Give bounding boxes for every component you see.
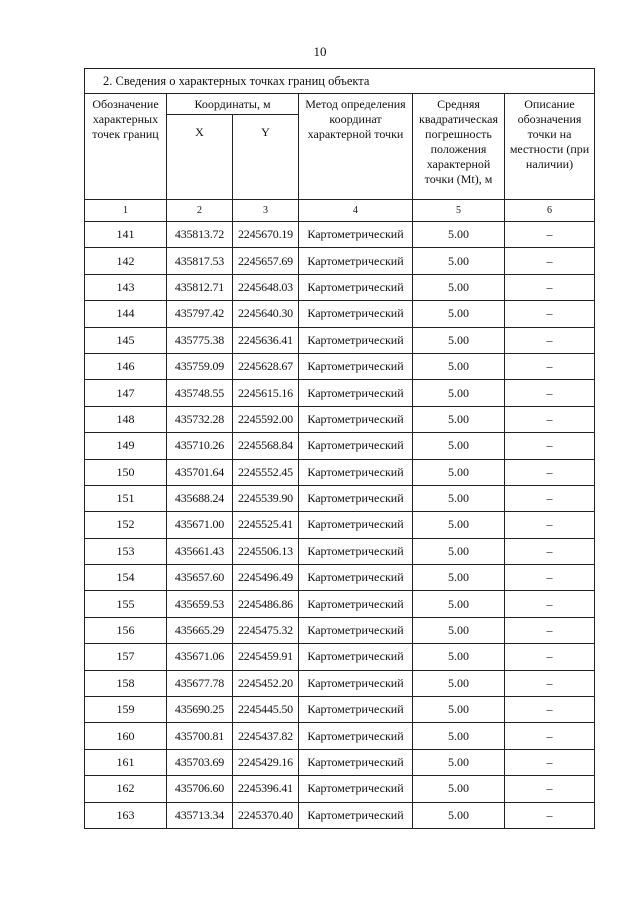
method-cell: Картометрический (299, 353, 413, 379)
point-id-cell: 150 (85, 459, 167, 485)
table-row (85, 723, 595, 749)
y-coordinate-cell: 2245429.16 (233, 749, 299, 775)
y-coordinate-cell: 2245506.13 (233, 538, 299, 564)
y-coordinate-cell: 2245592.00 (233, 406, 299, 432)
error-cell: 5.00 (413, 222, 505, 248)
method-cell: Картометрический (299, 617, 413, 643)
error-cell: 5.00 (413, 723, 505, 749)
y-coordinate-cell: 2245552.45 (233, 459, 299, 485)
y-coordinate-cell: 2245568.84 (233, 433, 299, 459)
x-coordinate-cell: 435797.42 (167, 301, 233, 327)
x-coordinate-cell: 435775.38 (167, 327, 233, 353)
error-cell: 5.00 (413, 248, 505, 274)
column-number: 5 (413, 200, 505, 222)
error-cell: 5.00 (413, 802, 505, 828)
table-row (85, 749, 595, 775)
method-cell: Картометрический (299, 459, 413, 485)
y-coordinate-cell: 2245615.16 (233, 380, 299, 406)
description-cell: – (505, 565, 595, 591)
error-cell: 5.00 (413, 353, 505, 379)
point-id-cell: 145 (85, 327, 167, 353)
point-id-cell: 160 (85, 723, 167, 749)
y-coordinate-cell: 2245670.19 (233, 222, 299, 248)
y-coordinate-cell: 2245636.41 (233, 327, 299, 353)
error-cell: 5.00 (413, 380, 505, 406)
error-cell: 5.00 (413, 301, 505, 327)
description-cell: – (505, 591, 595, 617)
description-cell: – (505, 380, 595, 406)
table-row (85, 776, 595, 802)
description-cell: – (505, 222, 595, 248)
column-number: 2 (167, 200, 233, 222)
y-coordinate-cell: 2245459.91 (233, 644, 299, 670)
point-id-cell: 159 (85, 697, 167, 723)
x-coordinate-cell: 435759.09 (167, 353, 233, 379)
table-body (85, 222, 595, 829)
description-cell: – (505, 327, 595, 353)
method-cell: Картометрический (299, 644, 413, 670)
description-cell: – (505, 274, 595, 300)
table-row (85, 617, 595, 643)
header-coordinates: Координаты, м (167, 94, 299, 115)
point-id-cell: 162 (85, 776, 167, 802)
table-row (85, 274, 595, 300)
point-id-cell: 163 (85, 802, 167, 828)
point-id-cell: 142 (85, 248, 167, 274)
description-cell: – (505, 697, 595, 723)
method-cell: Картометрический (299, 274, 413, 300)
header-designation: Обозначение характерных точек границ (85, 94, 167, 200)
y-coordinate-cell: 2245452.20 (233, 670, 299, 696)
table-row (85, 565, 595, 591)
point-id-cell: 158 (85, 670, 167, 696)
table-row (85, 644, 595, 670)
description-cell: – (505, 459, 595, 485)
description-cell: – (505, 538, 595, 564)
header-error: Средняя квадратическая погрешность положения характерной точки (Mt), м (413, 94, 505, 200)
error-cell: 5.00 (413, 327, 505, 353)
y-coordinate-cell: 2245475.32 (233, 617, 299, 643)
table-row (85, 380, 595, 406)
description-cell: – (505, 644, 595, 670)
error-cell: 5.00 (413, 670, 505, 696)
method-cell: Картометрический (299, 406, 413, 432)
x-coordinate-cell: 435671.06 (167, 644, 233, 670)
error-cell: 5.00 (413, 697, 505, 723)
method-cell: Картометрический (299, 433, 413, 459)
point-id-cell: 157 (85, 644, 167, 670)
point-id-cell: 161 (85, 749, 167, 775)
point-id-cell: 147 (85, 380, 167, 406)
y-coordinate-cell: 2245396.41 (233, 776, 299, 802)
y-coordinate-cell: 2245496.49 (233, 565, 299, 591)
section-title: 2. Сведения о характерных точках границ объекта (85, 69, 595, 94)
x-coordinate-cell: 435710.26 (167, 433, 233, 459)
description-cell: – (505, 802, 595, 828)
x-coordinate-cell: 435657.60 (167, 565, 233, 591)
error-cell: 5.00 (413, 776, 505, 802)
x-coordinate-cell: 435677.78 (167, 670, 233, 696)
page-number: 10 (313, 44, 327, 59)
x-coordinate-cell: 435665.29 (167, 617, 233, 643)
column-number: 3 (233, 200, 299, 222)
point-id-cell: 143 (85, 274, 167, 300)
description-cell: – (505, 776, 595, 802)
column-number: 1 (85, 200, 167, 222)
y-coordinate-cell: 2245648.03 (233, 274, 299, 300)
table-row (85, 301, 595, 327)
error-cell: 5.00 (413, 274, 505, 300)
point-id-cell: 151 (85, 485, 167, 511)
x-coordinate-cell: 435703.69 (167, 749, 233, 775)
table-row (85, 459, 595, 485)
point-id-cell: 153 (85, 538, 167, 564)
error-cell: 5.00 (413, 749, 505, 775)
point-id-cell: 146 (85, 353, 167, 379)
description-cell: – (505, 353, 595, 379)
column-number: 4 (299, 200, 413, 222)
method-cell: Картометрический (299, 591, 413, 617)
method-cell: Картометрический (299, 670, 413, 696)
table-row (85, 802, 595, 828)
description-cell: – (505, 485, 595, 511)
error-cell: 5.00 (413, 538, 505, 564)
table-row (85, 670, 595, 696)
method-cell: Картометрический (299, 485, 413, 511)
error-cell: 5.00 (413, 644, 505, 670)
y-coordinate-cell: 2245640.30 (233, 301, 299, 327)
x-coordinate-cell: 435688.24 (167, 485, 233, 511)
error-cell: 5.00 (413, 591, 505, 617)
x-coordinate-cell: 435690.25 (167, 697, 233, 723)
x-coordinate-cell: 435700.81 (167, 723, 233, 749)
method-cell: Картометрический (299, 380, 413, 406)
boundary-points-table (84, 68, 595, 829)
x-coordinate-cell: 435661.43 (167, 538, 233, 564)
table-row (85, 327, 595, 353)
table-row (85, 406, 595, 432)
table-row (85, 248, 595, 274)
method-cell: Картометрический (299, 222, 413, 248)
y-coordinate-cell: 2245525.41 (233, 512, 299, 538)
method-cell: Картометрический (299, 248, 413, 274)
table-row (85, 485, 595, 511)
method-cell: Картометрический (299, 301, 413, 327)
method-cell: Картометрический (299, 723, 413, 749)
header-x: X (167, 115, 233, 200)
x-coordinate-cell: 435659.53 (167, 591, 233, 617)
y-coordinate-cell: 2245445.50 (233, 697, 299, 723)
point-id-cell: 152 (85, 512, 167, 538)
method-cell: Картометрический (299, 697, 413, 723)
table-row (85, 222, 595, 248)
y-coordinate-cell: 2245370.40 (233, 802, 299, 828)
y-coordinate-cell: 2245539.90 (233, 485, 299, 511)
point-id-cell: 154 (85, 565, 167, 591)
x-coordinate-cell: 435713.34 (167, 802, 233, 828)
x-coordinate-cell: 435671.00 (167, 512, 233, 538)
table-row (85, 433, 595, 459)
description-cell: – (505, 433, 595, 459)
point-id-cell: 141 (85, 222, 167, 248)
method-cell: Картометрический (299, 565, 413, 591)
description-cell: – (505, 406, 595, 432)
x-coordinate-cell: 435817.53 (167, 248, 233, 274)
table-row (85, 538, 595, 564)
error-cell: 5.00 (413, 433, 505, 459)
point-id-cell: 156 (85, 617, 167, 643)
header-method: Метод определения координат характерной точки (299, 94, 413, 200)
error-cell: 5.00 (413, 485, 505, 511)
error-cell: 5.00 (413, 617, 505, 643)
description-cell: – (505, 670, 595, 696)
header-y: Y (233, 115, 299, 200)
y-coordinate-cell: 2245657.69 (233, 248, 299, 274)
description-cell: – (505, 723, 595, 749)
point-id-cell: 148 (85, 406, 167, 432)
description-cell: – (505, 749, 595, 775)
description-cell: – (505, 301, 595, 327)
point-id-cell: 149 (85, 433, 167, 459)
description-cell: – (505, 617, 595, 643)
description-cell: – (505, 512, 595, 538)
y-coordinate-cell: 2245437.82 (233, 723, 299, 749)
x-coordinate-cell: 435706.60 (167, 776, 233, 802)
header-description: Описание обозначения точки на местности (при наличии) (505, 94, 595, 200)
column-number: 6 (505, 200, 595, 222)
x-coordinate-cell: 435732.28 (167, 406, 233, 432)
table-row (85, 353, 595, 379)
error-cell: 5.00 (413, 512, 505, 538)
x-coordinate-cell: 435813.72 (167, 222, 233, 248)
method-cell: Картометрический (299, 512, 413, 538)
error-cell: 5.00 (413, 459, 505, 485)
method-cell: Картометрический (299, 776, 413, 802)
y-coordinate-cell: 2245486.86 (233, 591, 299, 617)
method-cell: Картометрический (299, 802, 413, 828)
method-cell: Картометрический (299, 538, 413, 564)
method-cell: Картометрический (299, 327, 413, 353)
column-numbers-row (85, 200, 595, 222)
x-coordinate-cell: 435812.71 (167, 274, 233, 300)
y-coordinate-cell: 2245628.67 (233, 353, 299, 379)
table-row (85, 697, 595, 723)
description-cell: – (505, 248, 595, 274)
point-id-cell: 144 (85, 301, 167, 327)
error-cell: 5.00 (413, 565, 505, 591)
table-row (85, 512, 595, 538)
point-id-cell: 155 (85, 591, 167, 617)
method-cell: Картометрический (299, 749, 413, 775)
error-cell: 5.00 (413, 406, 505, 432)
table-row (85, 591, 595, 617)
x-coordinate-cell: 435701.64 (167, 459, 233, 485)
x-coordinate-cell: 435748.55 (167, 380, 233, 406)
